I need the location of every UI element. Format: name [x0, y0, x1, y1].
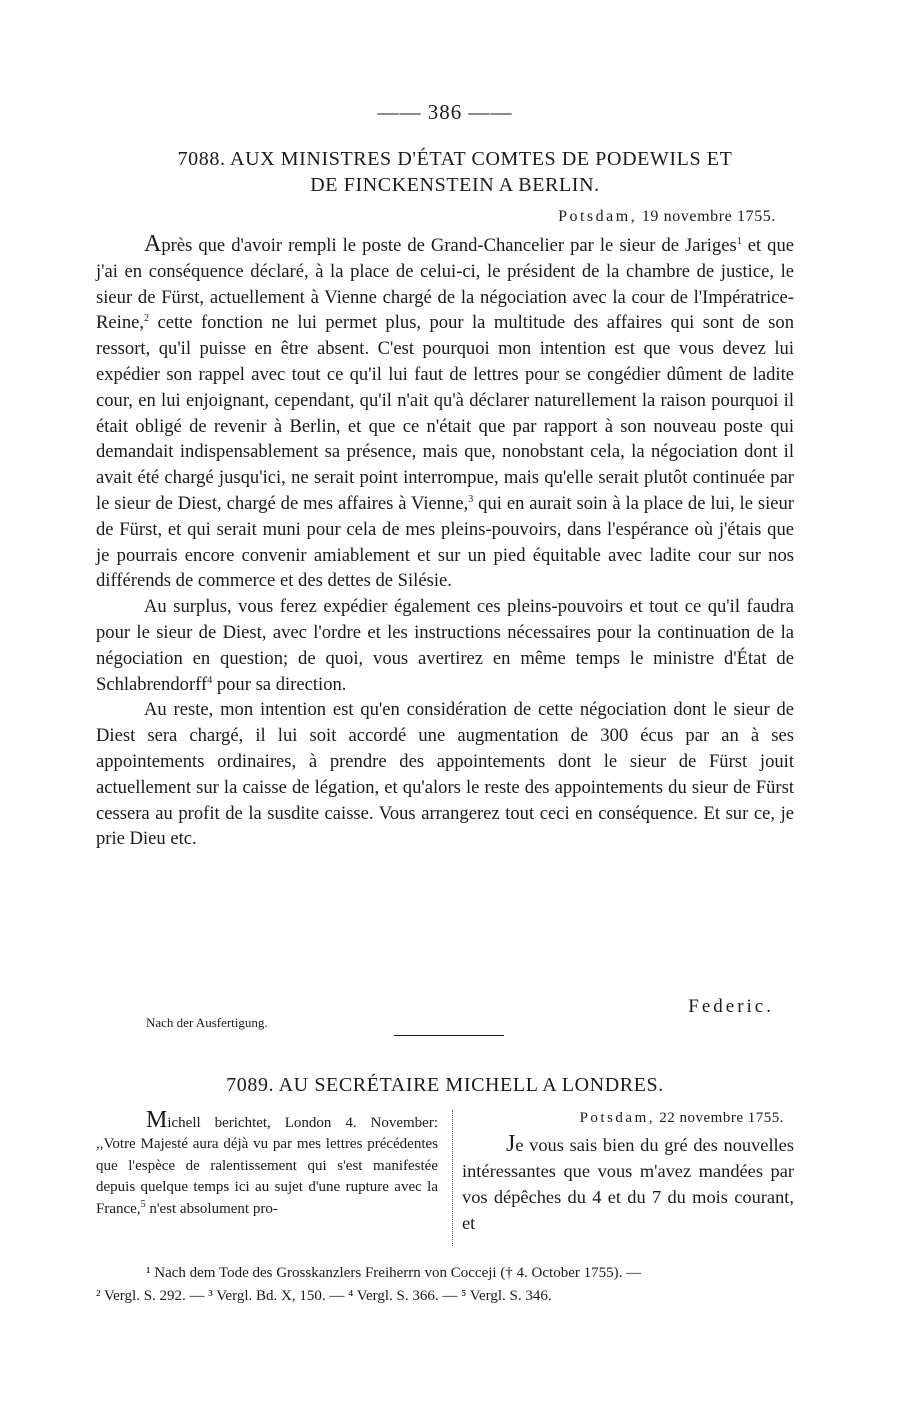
letter-7089-date	[462, 1110, 784, 1127]
document-page	[96, 0, 794, 1404]
text-run: e vous sais bien du gré des nouvelles intéressantes que vous m'avez mandées par vos dépêches du 4 et du 7 du mois courant, et	[462, 1135, 794, 1233]
paragraph-1	[96, 232, 794, 594]
initial-letter: A	[144, 231, 162, 257]
paragraph-2	[96, 594, 794, 697]
column-separator	[452, 1110, 453, 1246]
heading-line-2: DE FINCKENSTEIN A BERLIN.	[310, 174, 600, 196]
text-run: pour sa direction.	[212, 673, 347, 695]
footnote-ref-3: 3	[468, 493, 474, 505]
text-run: Au surplus, vous ferez expédier également ces pleins-pouvoirs et tout ce qu'il faudra pour le sieur de Diest, avec l'ordre et les instructions nécessaires pour la continuation de la négociation en question; de quoi, vous avertirez en même temps le ministre d'État de Schlabrendorff	[96, 596, 794, 695]
initial-letter: J	[506, 1131, 516, 1157]
letter-7089-text	[462, 1131, 794, 1236]
footnotes	[96, 1262, 794, 1308]
letter-7088-heading	[116, 146, 794, 198]
date-rest: 22 novembre 1755.	[659, 1110, 784, 1126]
summary-column	[96, 1107, 438, 1220]
paragraph-3: Au reste, mon intention est qu'en considération de cette négociation dont le sieur de Diest sera chargé, il lui soit accordé une augmentation de 300 écus par an à ses appointements ordinaires, à prendre des appointements dont le sieur de Fürst jouit actuellement sur la caisse de légation, et qu'alors le reste des appointements du sieur de Fürst cessera au profit de la susdite caisse. Vous arrangerez tout ceci en conséquence. Et sur ce, je prie Dieu etc.	[96, 699, 794, 850]
heading-line-1: 7088. AUX MINISTRES D'ÉTAT COMTES DE PODEWILS ET	[177, 148, 733, 170]
text-run: et que j'ai en conséquence déclaré, à la place de celui-ci, le président de la chambre de justice, le sieur de Fürst, actuellement à Vienne chargé de la négociation avec la cour de l'Impératrice-Reine,	[96, 235, 794, 334]
footnote-line-1: ¹ Nach dem Tode des Grosskanzlers Freiherrn von Cocceji († 4. October 1755). —	[146, 1265, 642, 1281]
date-place: Potsdam,	[558, 208, 638, 225]
footnote-ref-5: 5	[140, 1198, 146, 1210]
footnote-ref-4: 4	[207, 674, 213, 686]
text-run: près que d'avoir rempli le poste de Grand-Chancelier par le sieur de Jariges	[161, 235, 737, 256]
letter-column	[462, 1110, 794, 1236]
page-number: —— 386 ——	[377, 100, 513, 124]
initial-letter: M	[146, 1107, 168, 1133]
text-run: ichell berichtet, London 4. November: ,,Votre Majesté aura déjà vu par mes lettres précédentes que l'espèce de ralentissement qui s'est manifestée depuis quelque temps ici au sujet d'une rupture avec la France,	[96, 1115, 438, 1217]
date-place: Potsdam,	[579, 1110, 656, 1126]
text-run: cette fonction ne lui permet plus, pour la multitude des affaires qui sont de son ressort, qu'il puisse en être absent. C'est pourquoi mon intention est que vous devez lui expédier son rappel avec tout ce qu'il lui faut de lettres pour se congédier dûment de ladite cour, en lui enjoignant, cependant, qu'il n'ait qu'à déclarer naturellement la raison pourquoi il était obligé de revenir à Berlin, et que ce n'était que par rapport à son nouveau poste qui demandait indispensablement sa présence, mais que, nonobstant cela, la négociation dont il avait été chargé jusqu'ici, ne serait point interrompue, mais qu'elle serait plutôt continuée par le sieur de Diest, chargé de mes affaires à Vienne,	[96, 312, 794, 514]
letter-7088-body	[96, 232, 794, 852]
footnote-line-2: ² Vergl. S. 292. — ³ Vergl. Bd. X, 150. — ⁴ Vergl. S. 366. — ⁵ Vergl. S. 346.	[96, 1288, 552, 1304]
summary-text	[96, 1107, 438, 1220]
source-note: Nach der Ausfertigung.	[146, 1015, 268, 1030]
section-divider	[394, 1035, 504, 1036]
text-run: n'est absolument pro-	[145, 1200, 278, 1217]
date-rest: 19 novembre 1755.	[641, 208, 776, 225]
footnote-ref-2: 2	[144, 313, 150, 325]
text-run: qui en aurait soin à la place de lui, le sieur de Fürst, et qui serait muni pour cela de mes pleins-pouvoirs, dans l'espérance où j'étais que je pourrais encore convenir amiablement et sur un pied équitable avec ladite cour sur nos différends de commerce et des dettes de Silésie.	[96, 492, 794, 592]
letter-7088-date	[558, 208, 776, 226]
footnote-ref-1: 1	[736, 235, 742, 247]
letter-7089-heading: 7089. AU SECRÉTAIRE MICHELL A LONDRES.	[226, 1074, 664, 1096]
signature: Federic.	[688, 996, 774, 1017]
